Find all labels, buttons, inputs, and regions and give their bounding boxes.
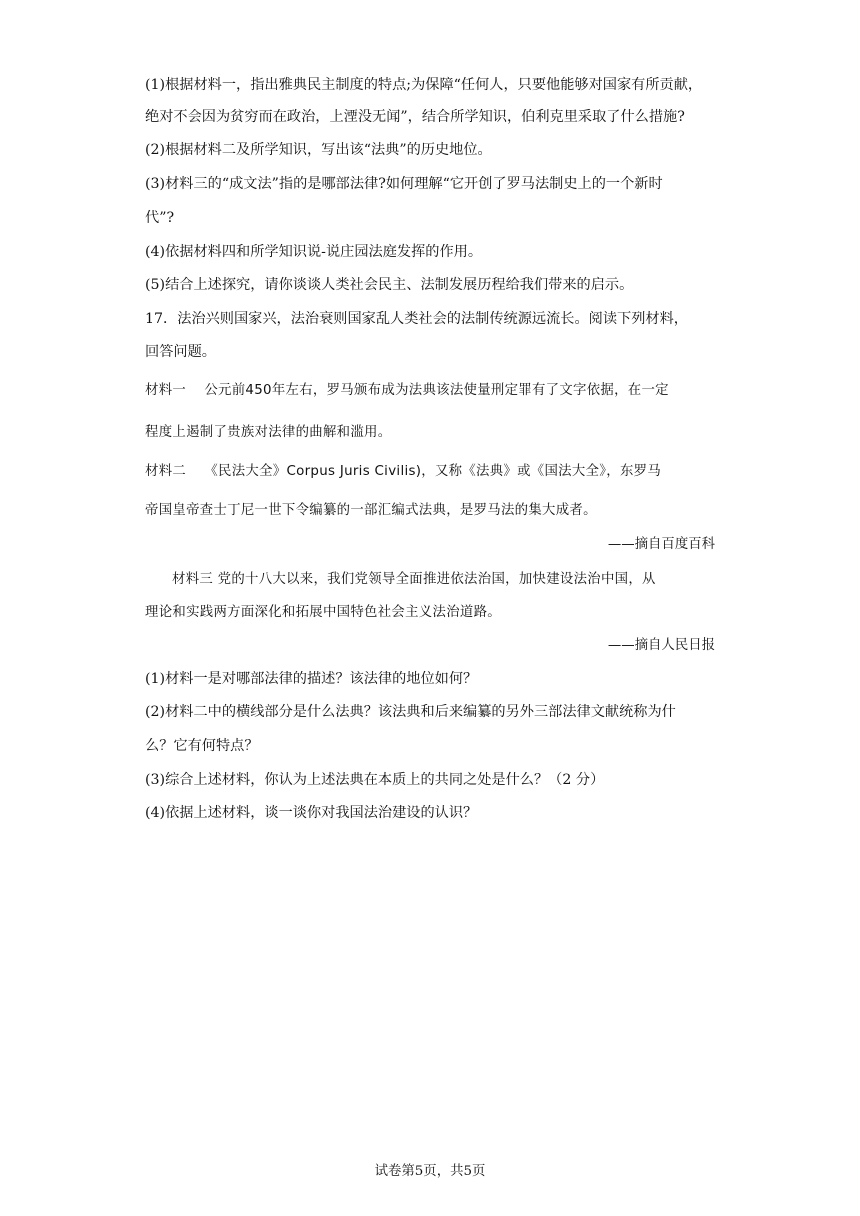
material-3-line-1: 材料三 党的十八大以来，我们党领导全面推进依法治国，加快建设法治中国，从 [172, 572, 656, 587]
material-1-line-1: 材料一 公元前450年左右，罗马颁布成为法典该法使量刑定罪有了文字依据，在一定 [145, 383, 669, 398]
subquestion-1-line-1: (1)根据材料一，指出雅典民主制度的特点;为保障“任何人，只要他能够对国家有所贡献， [145, 77, 703, 93]
question-17-sub-4: (4)依据上述材料，谈一谈你对我国法治建设的认识？ [145, 805, 478, 821]
material-2-line-2: 帝国皇帝查士丁尼一世下令编纂的一部汇编式法典，是罗马法的集大成者。 [145, 503, 597, 518]
material-2-source: ——摘自百度百科 [607, 537, 715, 552]
subquestion-3-line-2: 代”? [145, 210, 175, 226]
subquestion-5: (5)结合上述探究，请你谈谈人类社会民主、法制发展历程给我们带来的启示。 [145, 277, 634, 293]
question-17-sub-2-line-2: 么？它有何特点？ [145, 738, 259, 754]
subquestion-4: (4)依据材料四和所学知识说-说庄园法庭发挥的作用。 [145, 244, 483, 260]
question-17-sub-1: (1)材料一是对哪部法律的描述？该法律的地位如何？ [145, 671, 478, 687]
subquestion-2: (2)根据材料二及所学知识，写出该“法典”的历史地位。 [145, 142, 492, 158]
question-17-sub-3: (3)综合上述材料，你认为上述法典在本质上的共同之处是什么？（2 分） [145, 772, 605, 788]
material-1-line-2: 程度上遏制了贵族对法律的曲解和滥用。 [145, 425, 392, 440]
material-3-source: ——摘自人民日报 [607, 638, 715, 653]
question-17-stem-line-1: 17．法治兴则国家兴，法治衰则国家乱人类社会的法制传统源远流长。阅读下列材料， [145, 311, 688, 327]
question-17-stem-line-2: 回答问题。 [145, 344, 216, 360]
question-17-sub-2-line-1: (2)材料二中的横线部分是什么法典？该法典和后来编纂的另外三部法律文献统称为什 [145, 704, 676, 720]
subquestion-3-line-1: (3)材料三的“成文法”指的是哪部法律?如何理解“它开创了罗马法制史上的一个新时 [145, 176, 663, 192]
material-2-line-1: 材料二 《民法大全》Corpus Juris Civilis)，又称《法典》或《国法大全》，东罗马 [145, 464, 662, 479]
subquestion-1-line-2: 绝对不会因为贫穷而在政治，上湮没无闻”，结合所学知识，伯利克里采取了什么措施? [145, 109, 685, 125]
page-footer: 试卷第5页，共5页 [374, 1164, 486, 1179]
material-3-line-2: 理论和实践两方面深化和拓展中国特色社会主义法治道路。 [145, 605, 501, 620]
